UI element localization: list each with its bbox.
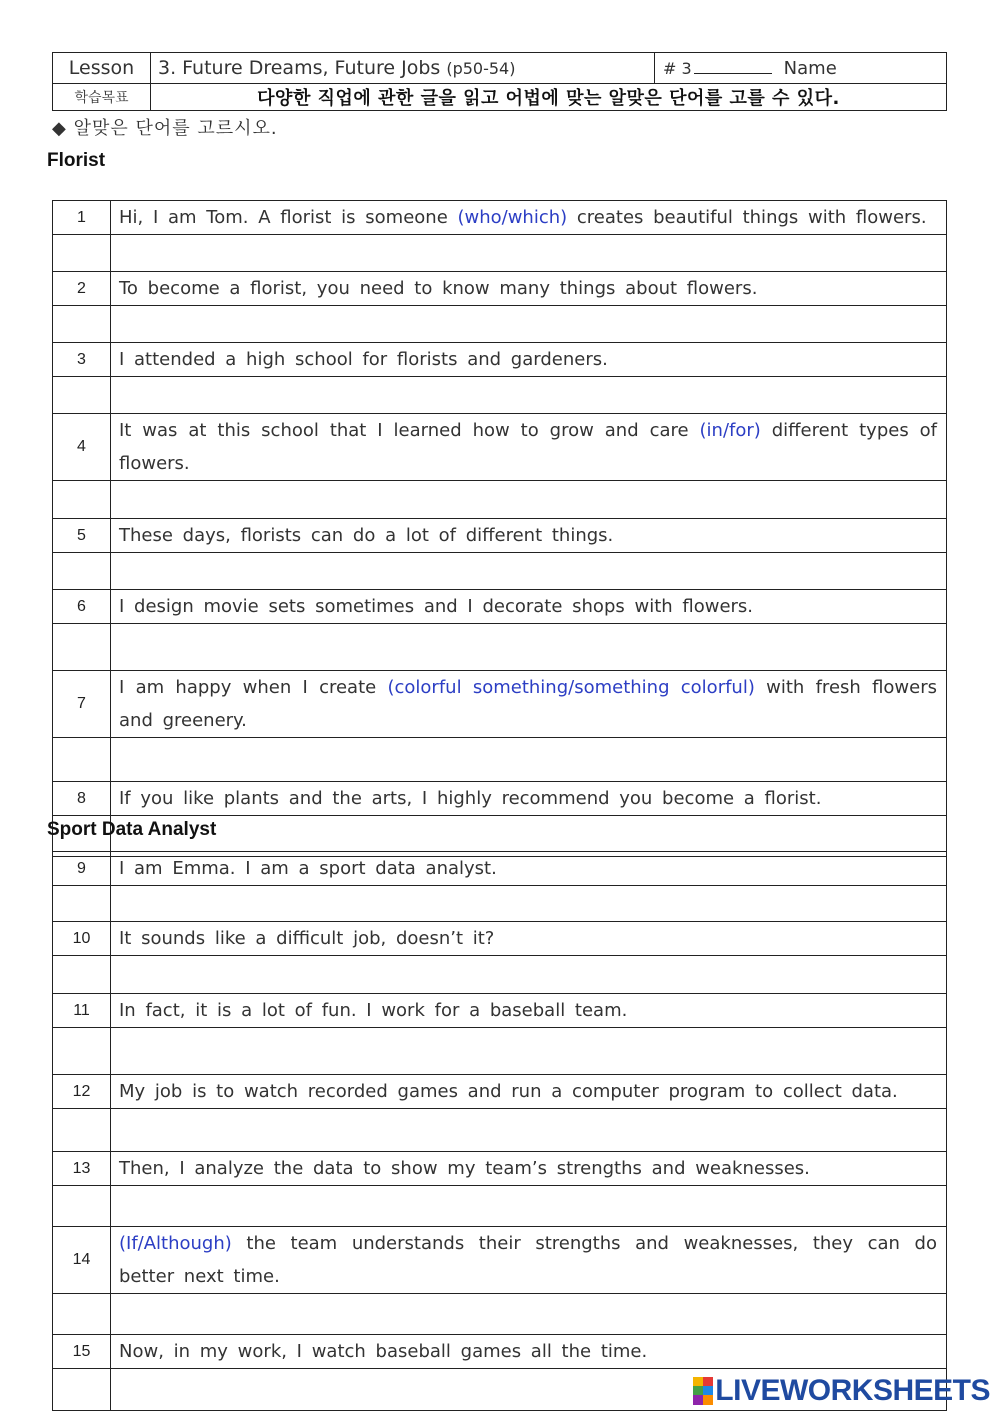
question-number: 14 — [53, 1227, 111, 1294]
florist-question-table — [52, 200, 947, 857]
question-row — [53, 922, 947, 956]
question-sentence — [111, 922, 947, 956]
question-row — [53, 782, 947, 816]
question-number: 9 — [53, 852, 111, 886]
liveworksheets-logo — [693, 1374, 990, 1408]
learning-goal-label: 학습목표 — [53, 84, 151, 111]
learning-goal-text: 다양한 직업에 관한 글을 읽고 어법에 맞는 알맞은 단어를 고를 수 있다. — [151, 84, 947, 111]
name-label: Name — [783, 57, 837, 79]
question-sentence — [111, 414, 947, 481]
answer-row — [53, 1028, 947, 1075]
question-row — [53, 1227, 947, 1294]
lesson-title: 3. Future Dreams, Future Jobs — [158, 57, 447, 79]
question-row — [53, 852, 947, 886]
question-number: 8 — [53, 782, 111, 816]
sentence-before: I am Emma. I am a sport data analyst. — [119, 858, 497, 879]
question-sentence — [111, 782, 947, 816]
answer-row — [53, 956, 947, 994]
answer-row — [53, 481, 947, 519]
answer-cell[interactable] — [111, 956, 947, 994]
sentence-before: I design movie sets sometimes and I decorate shops with flowers. — [119, 596, 754, 617]
sentence-before: I attended a high school for florists and gardeners. — [119, 349, 608, 370]
answer-row — [53, 306, 947, 343]
answer-number-cell — [53, 1294, 111, 1335]
sentence-after: with fresh flowers and greenery. — [119, 677, 937, 731]
answer-cell[interactable] — [111, 1109, 947, 1152]
answer-choice: (If/Although) — [119, 1233, 232, 1254]
question-sentence — [111, 994, 947, 1028]
section-title-sport-data-analyst: Sport Data Analyst — [47, 819, 217, 840]
question-sentence — [111, 1075, 947, 1109]
answer-number-cell — [53, 624, 111, 671]
lesson-label: Lesson — [53, 53, 151, 84]
answer-number-cell — [53, 377, 111, 414]
question-number: 12 — [53, 1075, 111, 1109]
question-row — [53, 343, 947, 377]
sentence-before: Now, in my work, I watch baseball games all the time. — [119, 1341, 648, 1362]
answer-row — [53, 1186, 947, 1227]
answer-row — [53, 235, 947, 272]
question-number: 6 — [53, 590, 111, 624]
answer-number-cell — [53, 1028, 111, 1075]
question-number: 2 — [53, 272, 111, 306]
question-number: 11 — [53, 994, 111, 1028]
logo-square — [703, 1377, 713, 1386]
question-number: 4 — [53, 414, 111, 481]
answer-cell[interactable] — [111, 886, 947, 922]
question-row — [53, 414, 947, 481]
answer-cell[interactable] — [111, 1186, 947, 1227]
answer-choice: (in/for) — [699, 420, 761, 441]
answer-row — [53, 1109, 947, 1152]
question-row — [53, 519, 947, 553]
sentence-before: These days, florists can do a lot of different things. — [119, 525, 614, 546]
answer-cell[interactable] — [111, 1028, 947, 1075]
answer-number-cell — [53, 1109, 111, 1152]
question-sentence — [111, 1152, 947, 1186]
question-number: 1 — [53, 201, 111, 235]
question-row — [53, 590, 947, 624]
student-info-cell — [655, 53, 947, 84]
liveworksheets-logo-icon — [693, 1377, 713, 1405]
answer-cell[interactable] — [111, 377, 947, 414]
question-number: 5 — [53, 519, 111, 553]
answer-number-cell — [53, 235, 111, 272]
question-sentence — [111, 1227, 947, 1294]
question-sentence — [111, 343, 947, 377]
lesson-title-cell — [151, 53, 655, 84]
question-sentence — [111, 272, 947, 306]
question-row — [53, 994, 947, 1028]
logo-square — [703, 1395, 713, 1405]
question-row — [53, 272, 947, 306]
sentence-before: Then, I analyze the data to show my team’s strengths and weaknesses. — [119, 1158, 810, 1179]
question-sentence — [111, 1335, 947, 1369]
sentence-after: the team understands their strengths and weaknesses, they can do better next time. — [119, 1233, 937, 1287]
logo-square — [693, 1386, 703, 1395]
logo-square — [703, 1386, 713, 1395]
liveworksheets-logo-text: LIVEWORKSHEETS — [715, 1374, 990, 1407]
answer-cell[interactable] — [111, 553, 947, 590]
answer-cell[interactable] — [111, 481, 947, 519]
answer-number-cell — [53, 956, 111, 994]
sentence-before: To become a florist, you need to know many things about flowers. — [119, 278, 758, 299]
sentence-before: If you like plants and the arts, I highly recommend you become a florist. — [119, 788, 822, 809]
answer-choice: (colorful something/something colorful) — [387, 677, 755, 698]
answer-row — [53, 553, 947, 590]
section-title-florist: Florist — [47, 150, 106, 171]
answer-number-cell — [53, 306, 111, 343]
sentence-after: creates beautiful things with flowers. — [567, 207, 927, 228]
question-sentence — [111, 590, 947, 624]
answer-choice: (who/which) — [457, 207, 568, 228]
question-row — [53, 671, 947, 738]
sentence-before: I am happy when I create — [119, 677, 388, 698]
question-number: 3 — [53, 343, 111, 377]
answer-number-cell — [53, 481, 111, 519]
question-number: 10 — [53, 922, 111, 956]
question-row — [53, 1152, 947, 1186]
question-number: 15 — [53, 1335, 111, 1369]
instruction-text: ◆ 알맞은 단어를 고르시오. — [52, 118, 278, 139]
answer-cell[interactable] — [111, 624, 947, 671]
question-number: 13 — [53, 1152, 111, 1186]
answer-row — [53, 1294, 947, 1335]
analyst-question-table — [52, 851, 947, 1411]
question-row — [53, 201, 947, 235]
student-number-label: # 3 — [663, 58, 692, 78]
question-row — [53, 1075, 947, 1109]
answer-number-cell — [53, 886, 111, 922]
logo-square — [693, 1395, 703, 1405]
lesson-pages: (p50-54) — [446, 59, 516, 78]
student-number-blank[interactable] — [694, 59, 772, 74]
answer-cell[interactable] — [111, 738, 947, 782]
question-sentence — [111, 519, 947, 553]
answer-number-cell — [53, 1369, 111, 1411]
sentence-before: It was at this school that I learned how to grow and care — [119, 420, 700, 441]
answer-cell[interactable] — [111, 306, 947, 343]
sentence-before: My job is to watch recorded games and run a computer program to collect data. — [119, 1081, 898, 1102]
lesson-header-table — [52, 52, 947, 111]
answer-cell[interactable] — [111, 1294, 947, 1335]
answer-row — [53, 377, 947, 414]
answer-number-cell — [53, 738, 111, 782]
answer-cell[interactable] — [111, 235, 947, 272]
question-number: 7 — [53, 671, 111, 738]
question-sentence — [111, 852, 947, 886]
question-row — [53, 1335, 947, 1369]
question-sentence — [111, 201, 947, 235]
answer-row — [53, 738, 947, 782]
sentence-before: Hi, I am Tom. A florist is someone — [119, 207, 458, 228]
question-sentence — [111, 671, 947, 738]
sentence-before: In fact, it is a lot of fun. I work for a baseball team. — [119, 1000, 628, 1021]
logo-square — [693, 1377, 703, 1386]
sentence-after: different types of flowers. — [119, 420, 937, 474]
answer-number-cell — [53, 1186, 111, 1227]
answer-row — [53, 886, 947, 922]
answer-row — [53, 624, 947, 671]
sentence-before: It sounds like a difficult job, doesn’t it? — [119, 928, 495, 949]
answer-number-cell — [53, 553, 111, 590]
